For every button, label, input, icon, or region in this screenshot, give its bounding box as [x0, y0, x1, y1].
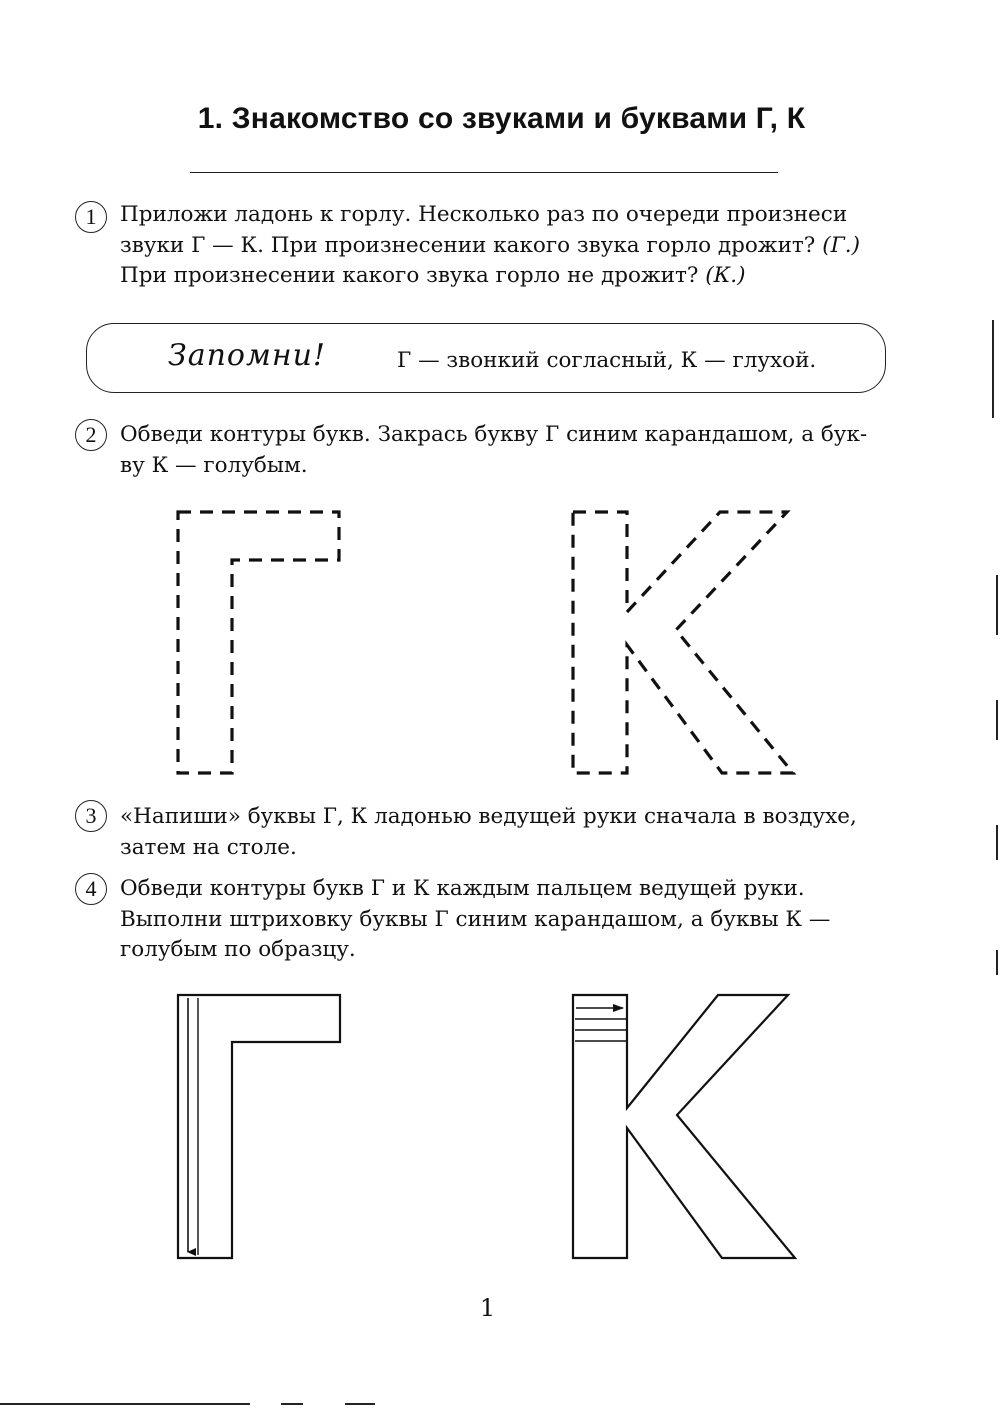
task-2-line-1: Обведи контуры букв. Закрась букву Г синим карандашом, а бук-: [120, 422, 868, 447]
task-1-line-2: звуки Г — К. При произнесении какого звука горло дрожит? (Г.): [120, 232, 861, 258]
memo-text: Г — звонкий согласный, К — глухой.: [397, 348, 817, 373]
task-2-line-2: ву К — голубым.: [120, 452, 308, 478]
scan-artifact-right-mark-5: [996, 950, 998, 975]
scan-artifact-bottom-line-1: [0, 1403, 250, 1405]
task-1-answer-1: (Г.): [822, 232, 861, 258]
scan-artifact-right-mark-1: [992, 320, 994, 418]
task-number-3: 3: [75, 800, 107, 832]
page-title: 1. Знакомство со звуками и буквами Г, К: [197, 102, 806, 135]
scan-artifact-right-mark-2: [996, 575, 998, 635]
scan-artifact-right-mark-4: [996, 825, 998, 860]
task-1-answer-2: (К.): [705, 263, 746, 288]
task-4-line-2: Выполни штриховку буквы Г синим карандашом, а буквы К —: [120, 906, 831, 932]
task-4-line-1: Обведи контуры букв Г и К каждым пальцем ведущей руки.: [120, 876, 805, 901]
task-1-line-3: При произнесении какого звука горло не дрожит? (К.): [120, 263, 746, 288]
page-number: 1: [479, 1294, 496, 1322]
task-3-line-2: затем на столе.: [120, 834, 297, 860]
task-4-line-3: голубым по образцу.: [120, 937, 356, 962]
memo-title: Запомни!: [168, 338, 326, 373]
task-number-1: 1: [75, 201, 107, 233]
task-number-2: 2: [75, 419, 107, 451]
task-3-line-1: «Напиши» буквы Г, К ладонью ведущей руки сначала в воздухе,: [120, 804, 857, 829]
solid-letter-k-outline: [573, 995, 795, 1258]
scan-artifact-bottom-line-2: [281, 1403, 303, 1405]
scan-artifact-right-mark-3: [996, 700, 998, 740]
scan-artifact-bottom-line-3: [345, 1403, 375, 1405]
task-1-line-1: Приложи ладонь к горлу. Несколько раз по очереди произнеси: [120, 202, 848, 227]
task-number-4: 4: [75, 873, 107, 905]
